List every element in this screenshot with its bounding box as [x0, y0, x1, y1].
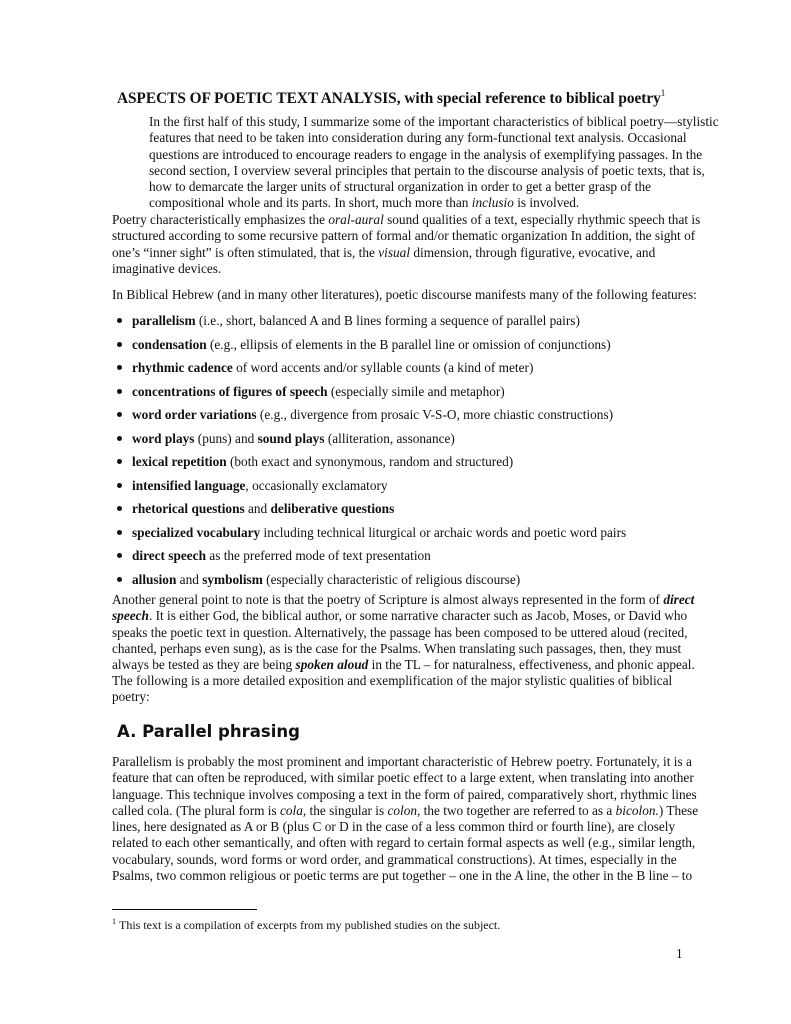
bullet-icon	[117, 577, 122, 582]
text-run: (especially characteristic of religious discourse)	[262, 571, 521, 587]
text-run: called cola. (The plural form is	[112, 802, 280, 818]
bullet-icon	[117, 342, 122, 347]
text-line	[112, 592, 695, 608]
text-line	[149, 114, 719, 130]
bullet-icon	[117, 436, 122, 441]
footnote-text: This text is a compilation of excerpts from my published studies on the subject.	[119, 918, 501, 932]
text-line	[112, 245, 700, 261]
text-run: speaks the poetic text in question. Alternatively, the passage has been composed to be uttered aloud (recited,	[112, 624, 688, 640]
bullet-icon	[117, 553, 122, 558]
text-line	[112, 287, 697, 303]
text-run: (i.e., short, balanced A and B lines forming a sequence of parallel pairs)	[195, 313, 580, 328]
title-text: ASPECTS OF POETIC TEXT ANALYSIS, with special reference to biblical poetry	[117, 90, 661, 107]
text-line	[112, 657, 695, 673]
list-item	[117, 384, 626, 408]
bullet-icon	[117, 459, 122, 464]
bullet-icon	[117, 365, 122, 370]
emphasized-text: symbolism	[202, 571, 263, 587]
text-run: (puns) and	[194, 430, 258, 446]
text-run: The following is a more detailed exposition and exemplification of the major stylistic qualities of biblical	[112, 673, 673, 688]
footnote-reference: 1	[660, 88, 666, 98]
text-line	[112, 770, 698, 786]
text-line	[112, 212, 700, 228]
emphasized-text: word order variations	[132, 407, 257, 422]
list-item	[117, 525, 626, 549]
text-run: one’s “inner sight” is often stimulated, that is, the	[112, 244, 379, 260]
emphasized-text: parallelism	[132, 313, 196, 328]
text-run: including technical liturgical or archaic words and poetic word pairs	[260, 524, 627, 540]
paragraph-features-intro	[112, 287, 697, 303]
paragraph-poetry-characteristics	[112, 212, 700, 277]
text-line	[149, 195, 719, 211]
text-run: is involved.	[513, 195, 580, 211]
emphasized-text: bicolon.	[615, 802, 659, 818]
emphasized-text: condensation	[132, 336, 207, 352]
text-line	[112, 787, 698, 803]
text-run: imaginative devices.	[112, 260, 222, 276]
emphasized-text: oral-aural	[328, 212, 384, 227]
list-item	[117, 337, 626, 361]
text-run: ) These	[658, 802, 699, 818]
text-run: Psalms, two common religious or poetic terms are put together – one in the A line, the other in the B line – to	[112, 868, 693, 884]
text-run: chanted, perhaps even sung), as is the case for the Psalms. When translating such passages, then, they must	[112, 640, 682, 656]
list-item	[117, 313, 626, 337]
text-line	[112, 625, 695, 641]
text-line	[112, 641, 695, 657]
text-run: Parallelism is probably the most prominent and important characteristic of Hebrew poetry. Fortunately, it is a	[112, 754, 692, 769]
text-run: , occasionally exclamatory	[245, 477, 388, 493]
text-run: structured according to some recursive pattern of formal and/or thematic organization In addition, the sight of	[112, 228, 696, 244]
emphasized-text: lexical repetition	[132, 454, 227, 469]
bullet-icon	[117, 506, 122, 511]
bullet-icon	[117, 412, 122, 417]
text-line	[112, 673, 672, 689]
list-item	[117, 407, 626, 431]
emphasized-text: direct speech	[132, 548, 206, 563]
text-line	[149, 163, 719, 179]
emphasized-text: cola,	[280, 802, 307, 818]
footnote-number: 1	[112, 917, 116, 926]
paragraph-direct-speech	[112, 592, 695, 673]
text-run: in the TL – for naturalness, effectiveness, and phonic appeal.	[368, 657, 695, 673]
emphasized-text: sound plays	[257, 430, 325, 446]
section-heading: A. Parallel phrasing	[117, 722, 300, 741]
list-item	[117, 501, 626, 525]
text-run: (e.g., divergence from prosaic V-S-O, more chiastic constructions)	[256, 407, 614, 422]
text-run: (alliteration, assonance)	[324, 430, 455, 446]
text-run: features that need to be taken into consideration during any form-functional text analysis. Occasional	[149, 130, 687, 146]
list-item	[117, 360, 626, 384]
text-run: how to demarcate the larger units of structural organization in order to get a better grasp of the	[149, 179, 652, 195]
text-run: (e.g., ellipsis of elements in the B parallel line or omission of conjunctions)	[206, 336, 611, 352]
text-run: the singular is	[306, 802, 388, 818]
text-line	[112, 754, 698, 770]
text-run: dimension, through figurative, evocative, and	[410, 244, 656, 260]
emphasized-text: word plays	[132, 430, 195, 446]
emphasized-text: deliberative questions	[270, 501, 395, 516]
bullet-icon	[117, 389, 122, 394]
emphasized-text: specialized vocabulary	[132, 524, 261, 540]
bullet-icon	[117, 530, 122, 535]
text-run: sound qualities of a text, especially rhythmic speech that is	[383, 212, 701, 227]
text-run: Another general point to note is that the poetry of Scripture is almost always represented in the form of	[112, 592, 664, 607]
document-title	[117, 88, 665, 108]
emphasized-text: rhetorical questions	[132, 501, 245, 516]
text-run: Poetry characteristically emphasizes the	[112, 212, 329, 227]
text-run: In the first half of this study, I summarize some of the important characteristics of biblical poetry—stylistic	[149, 114, 719, 129]
text-run: In Biblical Hebrew (and in many other literatures), poetic discourse manifests many of the following features:	[112, 287, 697, 302]
emphasized-text: visual	[378, 244, 411, 260]
text-line	[149, 130, 719, 146]
bullet-icon	[117, 483, 122, 488]
text-line	[112, 228, 700, 244]
list-item	[117, 454, 626, 478]
emphasized-text: inclusio	[471, 195, 514, 211]
text-run: poetry:	[112, 689, 150, 705]
text-run: (both exact and synonymous, random and structured)	[226, 454, 514, 469]
bullet-icon	[117, 318, 122, 323]
emphasized-text: intensified language	[132, 477, 246, 493]
emphasized-text: speech	[112, 608, 149, 624]
text-run: (especially simile and metaphor)	[327, 383, 505, 399]
text-run: always be tested as they are being	[112, 657, 296, 673]
emphasized-text: concentrations of figures of speech	[132, 383, 328, 399]
text-line	[112, 803, 698, 819]
footnote	[112, 917, 500, 933]
text-run: and	[244, 501, 271, 516]
text-line	[112, 261, 700, 277]
text-line	[149, 179, 719, 195]
text-run: of word accents and/or syllable counts (a kind of meter)	[232, 360, 534, 375]
page-number: 1	[676, 946, 683, 961]
text-run: as the preferred mode of text presentation	[205, 548, 431, 563]
list-item	[117, 431, 626, 455]
text-run: . It is either God, the biblical author, or some narrative character such as Jacob, Moses, or David who	[148, 608, 688, 624]
paragraph-parallelism	[112, 754, 698, 884]
text-line	[112, 819, 698, 835]
text-run: and	[176, 571, 203, 587]
emphasized-text: allusion	[132, 571, 177, 587]
footnote-divider	[112, 909, 257, 910]
text-run: vocabulary, sounds, word forms or word order, and grammatical constructions). At times, especially in the	[112, 851, 677, 867]
text-run: feature that can often be reproduced, with similar poetic effect to a large extent, when translating into another	[112, 770, 694, 786]
text-line	[112, 608, 695, 624]
emphasized-text: spoken aloud	[295, 657, 369, 673]
text-line	[149, 147, 719, 163]
text-run: the two together are referred to as a	[420, 802, 616, 818]
emphasized-text: colon,	[387, 802, 421, 818]
abstract	[149, 114, 719, 212]
list-item	[117, 478, 626, 502]
text-run: language. This technique involves composing a text in the form of paired, comparatively short, rhythmic lines	[112, 786, 697, 802]
text-line	[112, 868, 698, 884]
paragraph-exposition-intro	[112, 673, 672, 706]
text-run: questions are introduced to encourage readers to engage in the analysis of exemplifying passages. In the	[149, 146, 703, 162]
text-run: second section, I overview several principles that pertain to the discourse analysis of poetic texts, that is,	[149, 162, 705, 178]
text-line	[112, 835, 698, 851]
text-run: related to each other semantically, and often with regard to certain formal aspects as well (e.g., similar length,	[112, 835, 696, 851]
list-item	[117, 548, 626, 572]
emphasized-text: rhythmic cadence	[132, 360, 233, 375]
emphasized-text: direct	[663, 592, 695, 607]
text-run: compositional whole and its parts. In short, much more than	[149, 195, 472, 211]
text-line	[112, 689, 672, 705]
text-line	[112, 852, 698, 868]
feature-list	[117, 313, 626, 595]
text-run: lines, here designated as A or B (plus C or D in the case of a less common third or fourth line), are closely	[112, 819, 676, 835]
